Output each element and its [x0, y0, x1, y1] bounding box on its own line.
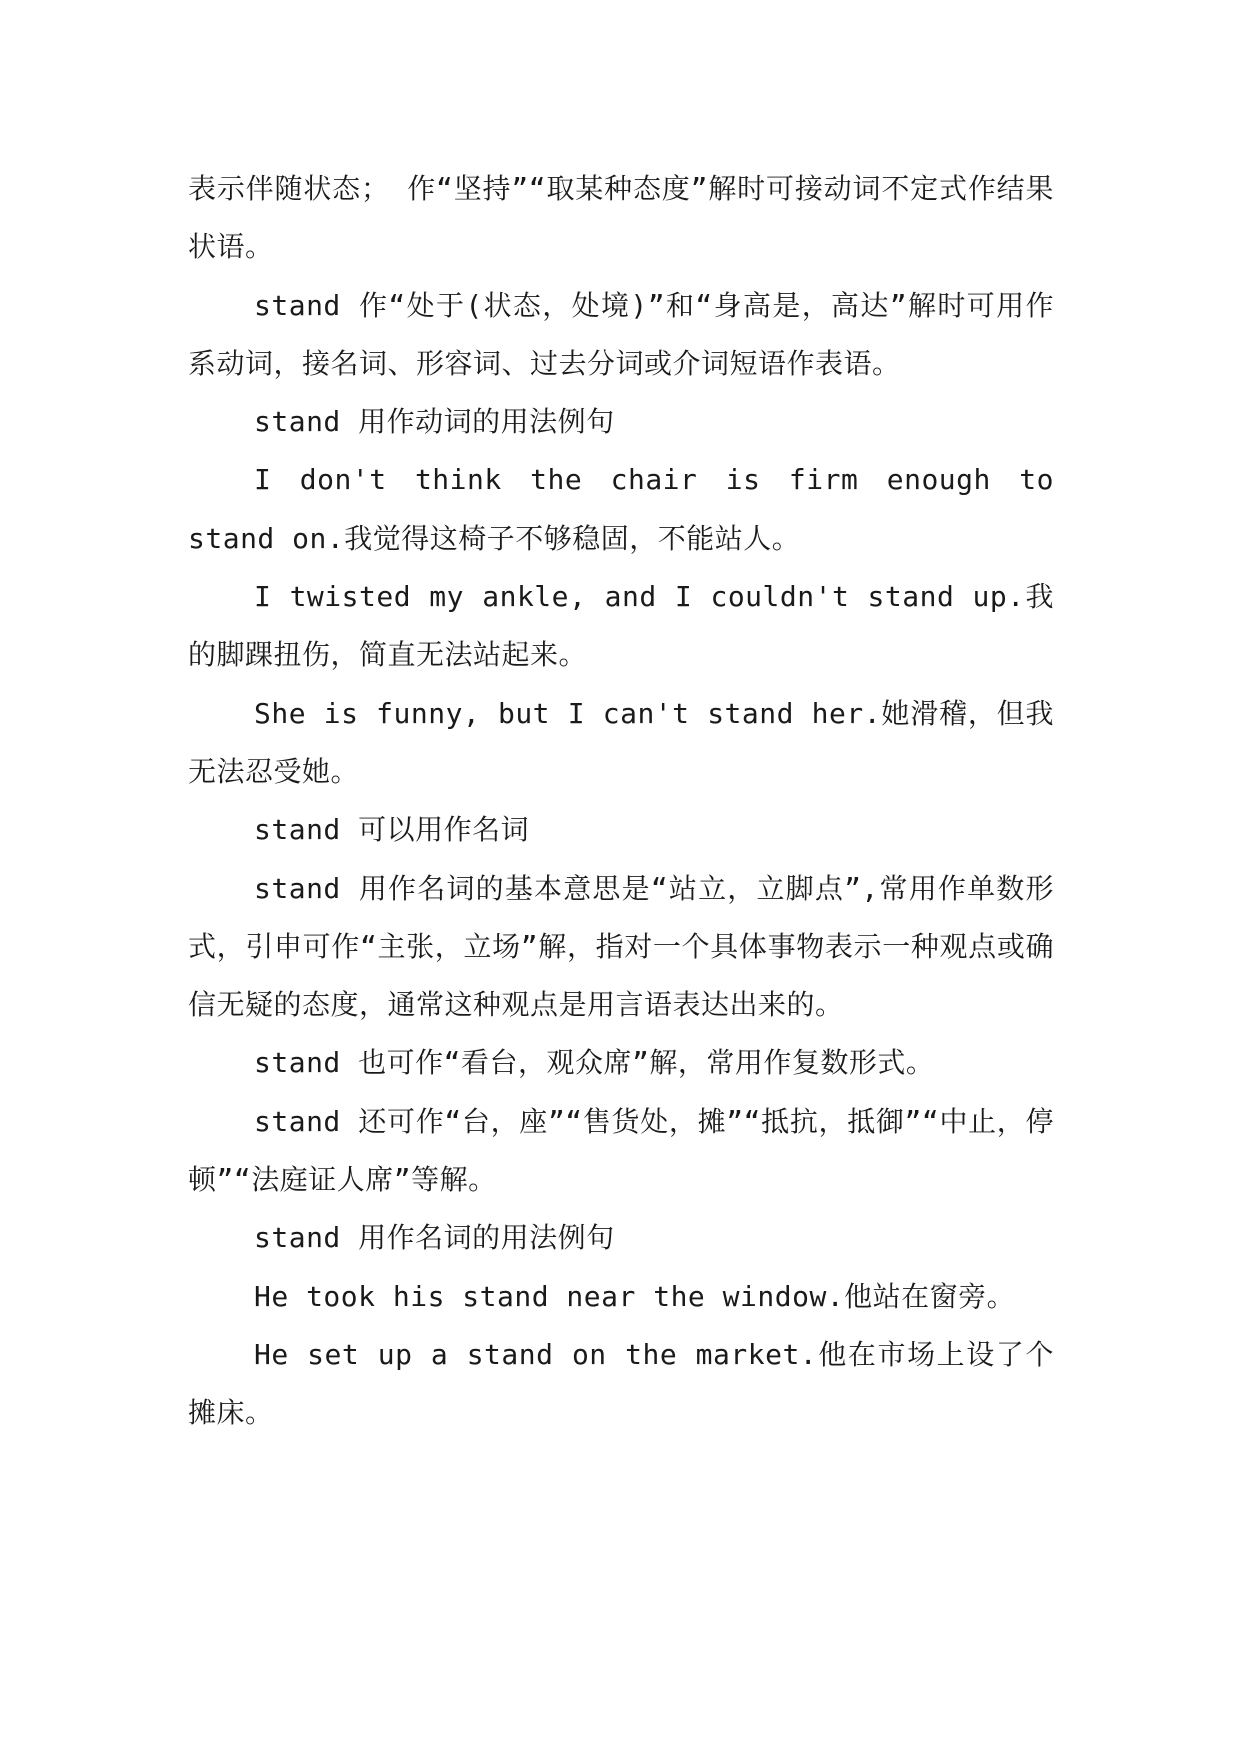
example-sentence: I twisted my ankle, and I couldn't stand up.我的脚踝扭伤，简直无法站起来。	[188, 580, 1054, 672]
example-sentence: I don't think the chair is firm enough to stand on.我觉得这椅子不够稳固，不能站人。	[188, 463, 1054, 555]
section-heading: stand 可以用作名词	[254, 813, 530, 847]
paragraph: 表示伴随状态； 作“坚持”“取某种态度”解时可接动词不定式作结果状语。	[188, 172, 1054, 264]
example-sentence: She is funny, but I can't stand her.她滑稽，但我无法忍受她。	[188, 696, 1054, 788]
example-sentence: He took his stand near the window.他站在窗旁。	[254, 1279, 1016, 1313]
document-body	[188, 160, 1054, 1443]
paragraph: stand 也可作“看台，观众席”解，常用作复数形式。	[254, 1046, 935, 1080]
paragraph: stand 还可作“台，座”“售货处，摊”“抵抗，抵御”“中止，停顿”“法庭证人席”等解。	[188, 1104, 1054, 1197]
section-heading: stand 用作动词的用法例句	[254, 405, 615, 439]
section-heading: stand 用作名词的用法例句	[254, 1221, 615, 1255]
paragraph: stand 作“处于(状态，处境)”和“身高是，高达”解时可用作系动词，接名词、形容词、过去分词或介词短语作表语。	[188, 288, 1054, 380]
paragraph: stand 用作名词的基本意思是“站立，立脚点”,常用作单数形式，引申可作“主张，立场”解，指对一个具体事物表示一种观点或确信无疑的态度，通常这种观点是用言语表达出来的。	[188, 871, 1054, 1022]
example-sentence: He set up a stand on the market.他在市场上设了个摊床。	[188, 1337, 1054, 1430]
